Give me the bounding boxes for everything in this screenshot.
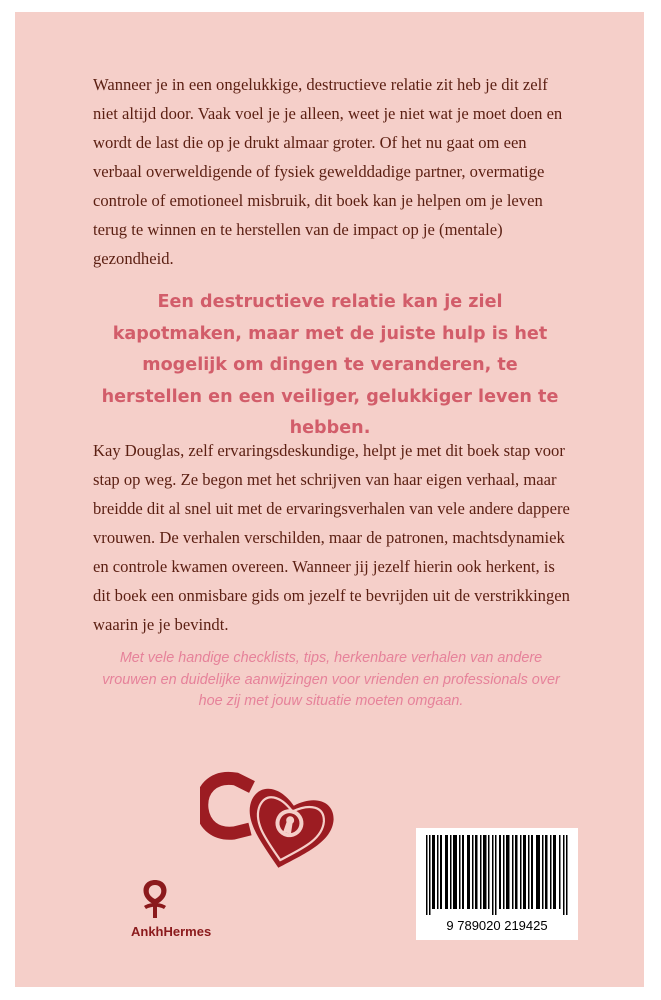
pull-quote: Een destructieve relatie kan je ziel kapotmaken, maar met de juiste hulp is het mogelijk om dingen te veranderen, te herstellen en een veiliger, gelukkiger leven te hebben.	[101, 292, 559, 438]
ankh-logo-icon	[140, 878, 170, 920]
barcode	[416, 828, 578, 940]
heart-padlock-icon	[200, 765, 335, 875]
intro-paragraph: Wanneer je in een ongelukkige, destructieve relatie zit heb je dit zelf niet altijd door. Vaak voel je je alleen, weet je niet wat je moet doen en wordt de last die op je drukt almaar groter. Of het nu gaat om een verbaal overweldigende of fysiek gewelddadige partner, overmatige controle of emotioneel misbruik, dit boek kan je helpen om je leven terug te winnen en te herstellen van de impact op je (mentale) gezondheid.	[93, 75, 563, 268]
publisher-name: AnkhHermes	[131, 924, 212, 939]
isbn-number: 9 789020 219425	[446, 918, 548, 933]
barcode-bars	[426, 835, 568, 915]
tagline: Met vele handige checklists, tips, herkenbare verhalen van andere vrouwen en duidelijke aanwijzingen voor vrienden en professionals over hoe zij met jouw situatie moeten omgaan.	[102, 650, 560, 709]
author-paragraph: Kay Douglas, zelf ervaringsdeskundige, helpt je met dit boek stap voor stap op weg. Ze begon met het schrijven van haar eigen verhaal, maar breidde dit al snel uit met de ervaringsverhalen van vele andere dappere vrouwen. De verhalen verschilden, maar de patronen, machtsdynamiek en controle kwamen overeen. Wanneer jij jezelf hierin ook herkent, is dit boek een onmisbare gids om jezelf te bevrijden uit de verstrikkingen waarin je je bevindt.	[93, 441, 570, 634]
